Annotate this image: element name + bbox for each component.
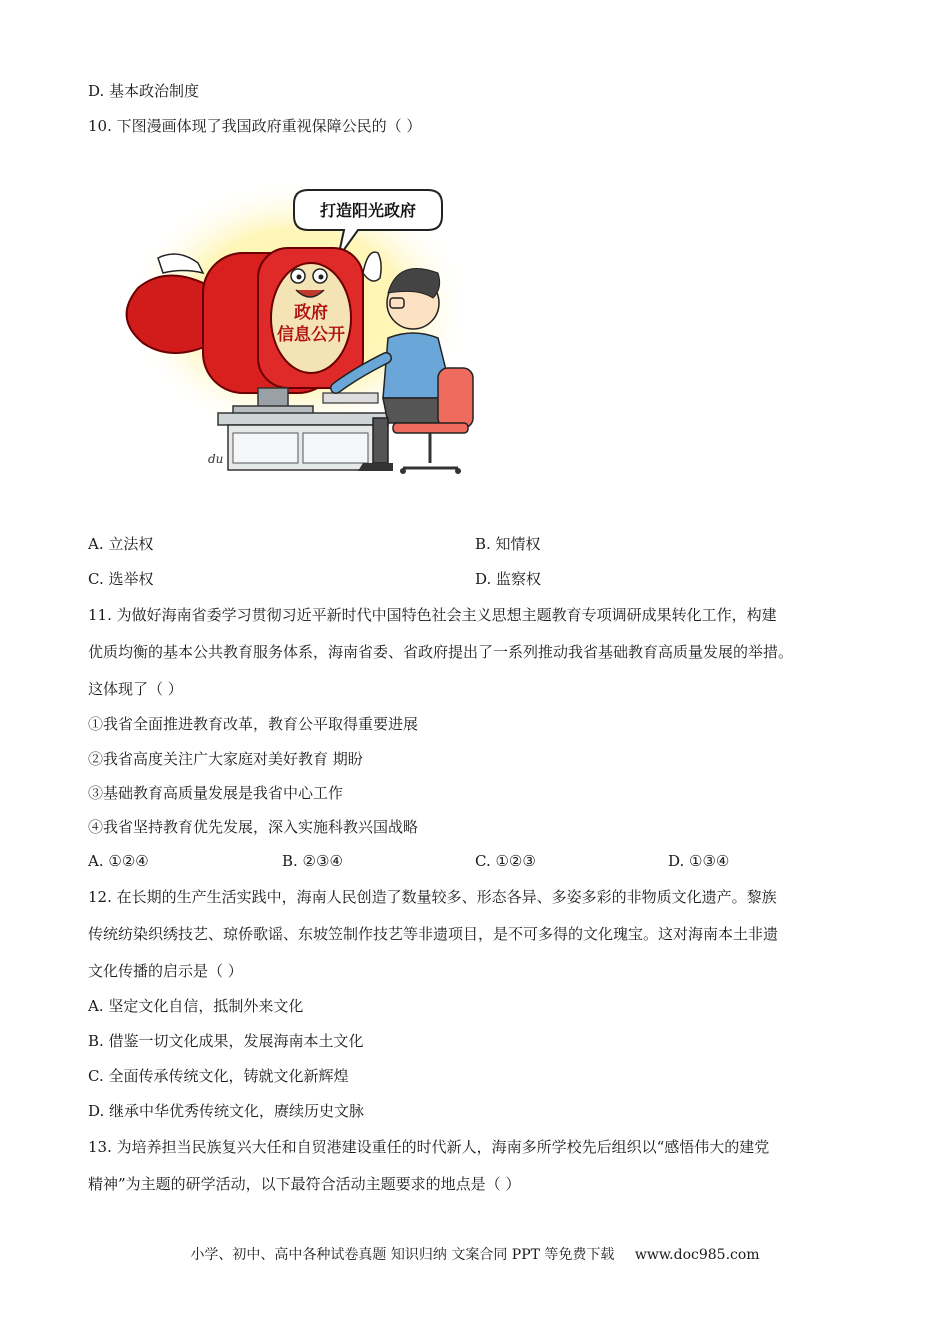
q9-option-d: D. 基本政治制度 [88, 82, 200, 100]
q11-stem-line: 这体现了（ ） [88, 680, 183, 698]
desk [218, 413, 388, 425]
cartoon-image [118, 178, 493, 478]
q12-option-a: A. 坚定文化自信，抵制外来文化 [88, 997, 304, 1015]
q10-option-d: D. 监察权 [475, 570, 542, 588]
q12-option-d: D. 继承中华优秀传统文化，赓续历史文脉 [88, 1102, 365, 1120]
q12-stem-line: 12. 在长期的生产生活实践中，海南人民创造了数量较多、形态各异、多姿多彩的非物质文化遗产。黎族 [88, 888, 777, 906]
seal-text-line2: 信息公开 [277, 325, 345, 345]
q12-stem-line: 传统纺染织绣技艺、琼侨歌谣、东坡笠制作技艺等非遗项目，是不可多得的文化瑰宝。这对海南本土非遗 [88, 925, 779, 943]
seal-text-line1: 政府 [294, 303, 328, 323]
q11-option-d: D. ①③④ [668, 852, 730, 870]
artist-signature: du [208, 452, 224, 466]
q13-stem-line: 13. 为培养担当民族复兴大任和自贸港建设重任的时代新人，海南多所学校先后组织以“感悟伟大的建党 [88, 1138, 770, 1156]
q10-option-b: B. 知情权 [475, 535, 541, 553]
page-footer [0, 1245, 950, 1265]
q12-option-c: C. 全面传承传统文化，铸就文化新辉煌 [88, 1067, 349, 1085]
q11-statement: ③基础教育高质量发展是我省中心工作 [88, 784, 344, 802]
q12-option-b: B. 借鉴一切文化成果，发展海南本土文化 [88, 1032, 364, 1050]
q12-stem-line: 文化传播的启示是（ ） [88, 962, 243, 980]
q11-option-b: B. ②③④ [282, 852, 343, 870]
q11-statement: ②我省高度关注广大家庭对美好教育 期盼 [88, 750, 363, 768]
q11-option-a: A. ①②④ [88, 852, 149, 870]
footer-text: 小学、初中、高中各种试卷真题 知识归纳 文案合同 PPT 等免费下载 [190, 1247, 615, 1263]
q10-option-a: A. 立法权 [88, 535, 154, 553]
q11-stem-line: 优质均衡的基本公共教育服务体系，海南省委、省政府提出了一系列推动我省基础教育高质量发展的举措。 [88, 643, 794, 661]
q10-stem: 10. 下图漫画体现了我国政府重视保障公民的（ ） [88, 117, 422, 135]
footer-link[interactable]: www.doc985.com [634, 1247, 760, 1263]
q11-stem-line: 11. 为做好海南省委学习贯彻习近平新时代中国特色社会主义思想主题教育专项调研成果转化工作，构建 [88, 606, 777, 624]
q11-statement: ①我省全面推进教育改革，教育公平取得重要进展 [88, 715, 419, 733]
q11-option-c: C. ①②③ [475, 852, 536, 870]
q13-stem-line: 精神”为主题的研学活动，以下最符合活动主题要求的地点是（ ） [88, 1175, 521, 1193]
q11-statement: ④我省坚持教育优先发展，深入实施科教兴国战略 [88, 818, 419, 836]
speech-text: 打造阳光政府 [319, 201, 417, 220]
q10-option-c: C. 选举权 [88, 570, 154, 588]
